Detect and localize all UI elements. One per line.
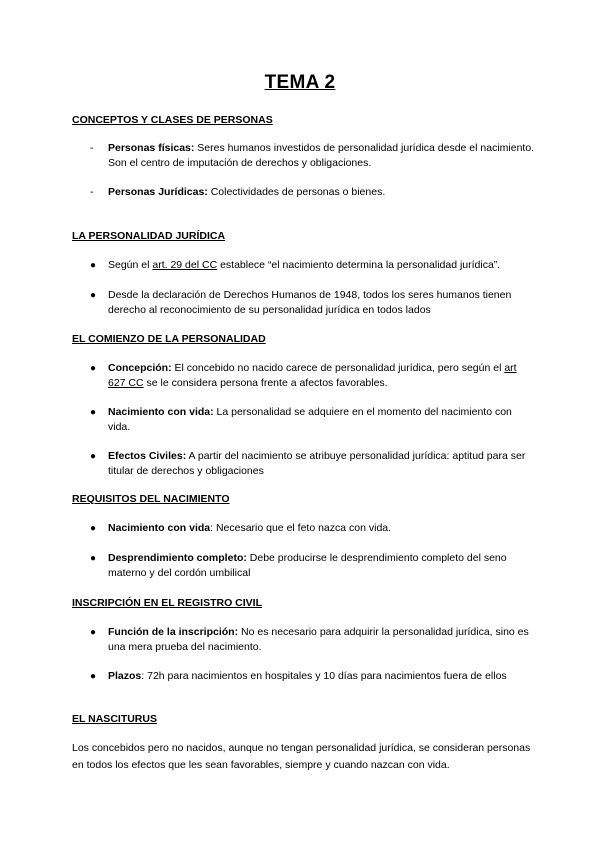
list-item bbox=[90, 141, 535, 171]
item-label: Concepción: bbox=[108, 362, 172, 374]
item-text: La personalidad se adquiere en el momento del nacimiento con vida. bbox=[108, 406, 512, 433]
paragraph: Los concebidos pero no nacidos, aunque no tengan personalidad jurídica, se consideran personas en todos los efectos que les sean favorables, siempre y cuando nazcan con vida. bbox=[72, 742, 531, 771]
list-item bbox=[90, 521, 535, 536]
section-heading-conceptos: CONCEPTOS Y CLASES DE PERSONAS bbox=[72, 114, 273, 126]
bullet-marker: ● bbox=[90, 290, 97, 301]
item-text: : 72h para nacimientos en hospitales y 10 días para nacimientos fuera de ellos bbox=[141, 670, 507, 682]
item-label: Efectos Civiles: bbox=[108, 450, 187, 462]
section-heading-requisitos: REQUISITOS DEL NACIMIENTO bbox=[72, 493, 230, 505]
list-item bbox=[90, 669, 535, 684]
dash-marker: - bbox=[90, 186, 94, 198]
item-label: Nacimiento con vida: bbox=[108, 406, 214, 418]
item-label: Personas Jurídicas: bbox=[108, 186, 208, 198]
list-item bbox=[90, 405, 535, 435]
item-text: Colectividades de personas o bienes. bbox=[207, 186, 386, 198]
list-item bbox=[90, 551, 535, 581]
list-item bbox=[90, 361, 535, 391]
bullet-marker: ● bbox=[90, 553, 97, 564]
list-item bbox=[90, 288, 535, 318]
list-item bbox=[90, 449, 535, 479]
item-label: Desprendimiento completo: bbox=[108, 552, 247, 564]
bullet-marker: ● bbox=[90, 363, 97, 374]
bullet-marker: ● bbox=[90, 260, 97, 271]
item-text: A partir del nacimiento se atribuye personalidad jurídica: aptitud para ser titular de derechos y obligaciones bbox=[108, 450, 526, 477]
page-title: TEMA 2 bbox=[264, 72, 336, 93]
item-text: se le considera persona frente a afectos favorables. bbox=[143, 377, 388, 389]
item-text: establece “el nacimiento determina la personalidad jurídica”. bbox=[217, 259, 501, 271]
section-heading-personalidad: LA PERSONALIDAD JURÍDICA bbox=[72, 230, 226, 242]
list-item bbox=[90, 625, 535, 655]
list-item bbox=[90, 185, 535, 200]
item-text: Debe producirse le desprendimiento completo del seno materno y del cordón umbilical bbox=[108, 552, 507, 579]
section-heading-inscripcion: INSCRIPCIÓN EN EL REGISTRO CIVIL bbox=[72, 597, 262, 609]
item-text: : Necesario que el feto nazca con vida. bbox=[210, 522, 392, 534]
item-label: Función de la inscripción: bbox=[108, 626, 239, 638]
item-label: Nacimiento con vida bbox=[108, 522, 211, 534]
list-item bbox=[90, 258, 535, 273]
bullet-marker: ● bbox=[90, 671, 97, 682]
legal-reference-link[interactable]: art 627 CC bbox=[108, 362, 517, 389]
item-label: Personas físicas: bbox=[108, 142, 195, 154]
item-text: Seres humanos investidos de personalidad jurídica desde el nacimiento. Son el centro de imputación de derechos y obligaciones. bbox=[108, 142, 535, 169]
bullet-marker: ● bbox=[90, 627, 97, 638]
item-text: Según el bbox=[108, 259, 153, 271]
section-heading-nasciturus: EL NASCITURUS bbox=[72, 713, 157, 725]
legal-reference-link[interactable]: art. 29 del CC bbox=[152, 259, 218, 271]
item-text: El concebido no nacido carece de personalidad jurídica, pero según el bbox=[171, 362, 505, 374]
section-heading-comienzo: EL COMIENZO DE LA PERSONALIDAD bbox=[72, 333, 266, 345]
bullet-marker: ● bbox=[90, 451, 97, 462]
item-text: Desde la declaración de Derechos Humanos de 1948, todos los seres humanos tienen derecho al reconocimiento de su personalidad jurídica en todos lados bbox=[108, 289, 512, 316]
bullet-marker: ● bbox=[90, 407, 97, 418]
item-label: Plazos bbox=[108, 670, 142, 682]
bullet-marker: ● bbox=[90, 523, 97, 534]
dash-marker: - bbox=[90, 142, 94, 154]
item-text: No es necesario para adquirir la personalidad jurídica, sino es una mera prueba del nacimiento. bbox=[108, 626, 529, 653]
